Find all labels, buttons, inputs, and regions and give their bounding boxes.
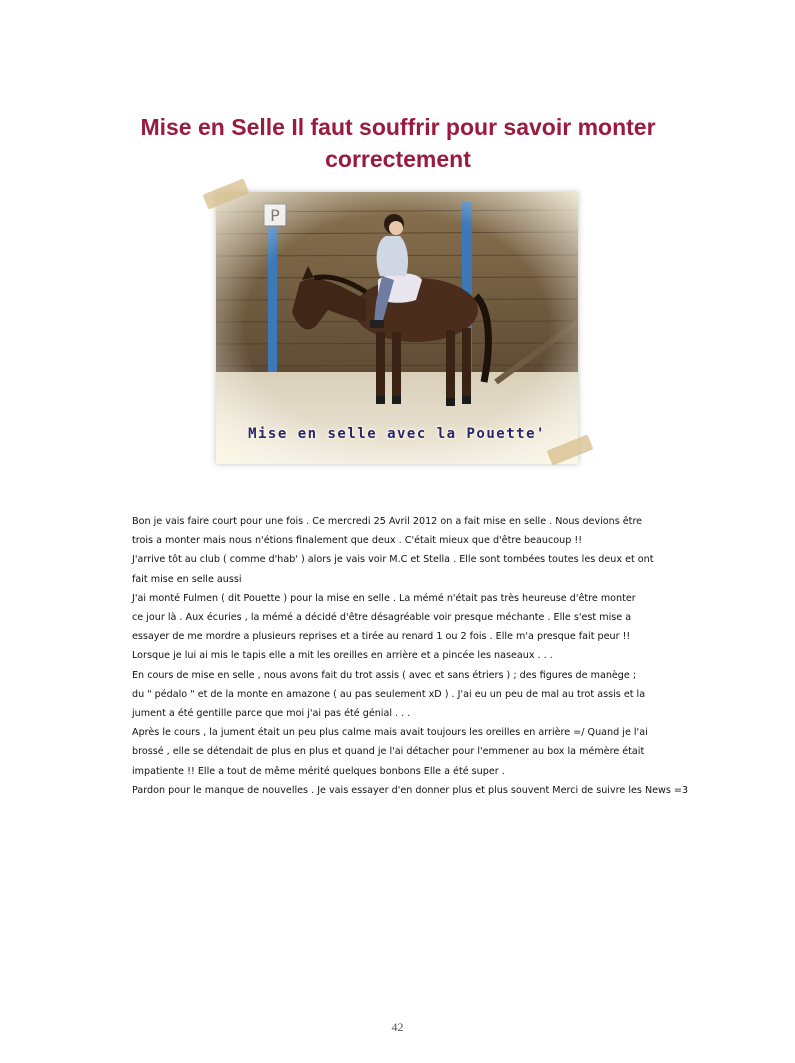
body-line: trois a monter mais nous n'étions finalement que deux . C'était mieux que d'être beaucoup !! xyxy=(132,535,583,547)
body-line: J'ai monté Fulmen ( dit Pouette ) pour la mise en selle . La mémé n'était pas très heureuse d'être monter xyxy=(132,592,636,604)
body-line: du " pédalo " et de la monte en amazone ( au pas seulement xD ) . J'ai eu un peu de mal au trot assis et la xyxy=(132,688,646,700)
body-line: En cours de mise en selle , nous avons fait du trot assis ( avec et sans étriers ) ; des figures de manège ; xyxy=(132,669,637,681)
body-line: essayer de me mordre a plusieurs reprises et a tirée au renard 1 ou 2 fois . Elle m'a presque fait peur !! xyxy=(132,631,631,643)
body-line: Pardon pour le manque de nouvelles . Je vais essayer d'en donner plus et plus souvent Merci de suivre les News =3 xyxy=(132,784,689,796)
article-body xyxy=(132,512,689,800)
body-line: Après le cours , la jument était un peu plus calme mais avait toujours les oreilles en arrière =/ Quand je l'ai xyxy=(132,727,648,739)
horse-riding-picture xyxy=(216,192,578,464)
body-line: fait mise en selle aussi xyxy=(132,573,242,585)
page-title: Mise en Selle Il faut souffrir pour savoir monter correctement xyxy=(140,114,656,173)
body-line: J'arrive tôt au club ( comme d'hab' ) alors je vais voir M.C et Stella . Elle sont tombées toutes les deux et ont xyxy=(132,554,654,566)
body-line: Lorsque je lui ai mis le tapis elle a mit les oreilles en arrière et a pincée les naseaux . . . xyxy=(132,650,553,662)
body-line: jument a été gentille parce que moi j'ai pas été génial . . . xyxy=(132,708,411,720)
body-line: impatiente !! Elle a tout de même mérité quelques bonbons Elle a été super . xyxy=(132,765,505,777)
body-line: ce jour là . Aux écuries , la mémé a décidé d'être désagréable voir presque méchante . Elle s'est mise a xyxy=(132,612,632,624)
photo-caption: Mise en selle avec la Pouette' xyxy=(248,426,546,442)
page-number: 42 xyxy=(391,1020,404,1034)
horse-photo xyxy=(216,192,578,464)
body-line: Bon je vais faire court pour une fois . Ce mercredi 25 Avril 2012 on a fait mise en selle . Nous devions être xyxy=(132,516,643,527)
body-line: brossé , elle se détendait de plus en plus et quand je l'ai détacher pour l'emmener au box la mémère était xyxy=(132,746,645,758)
